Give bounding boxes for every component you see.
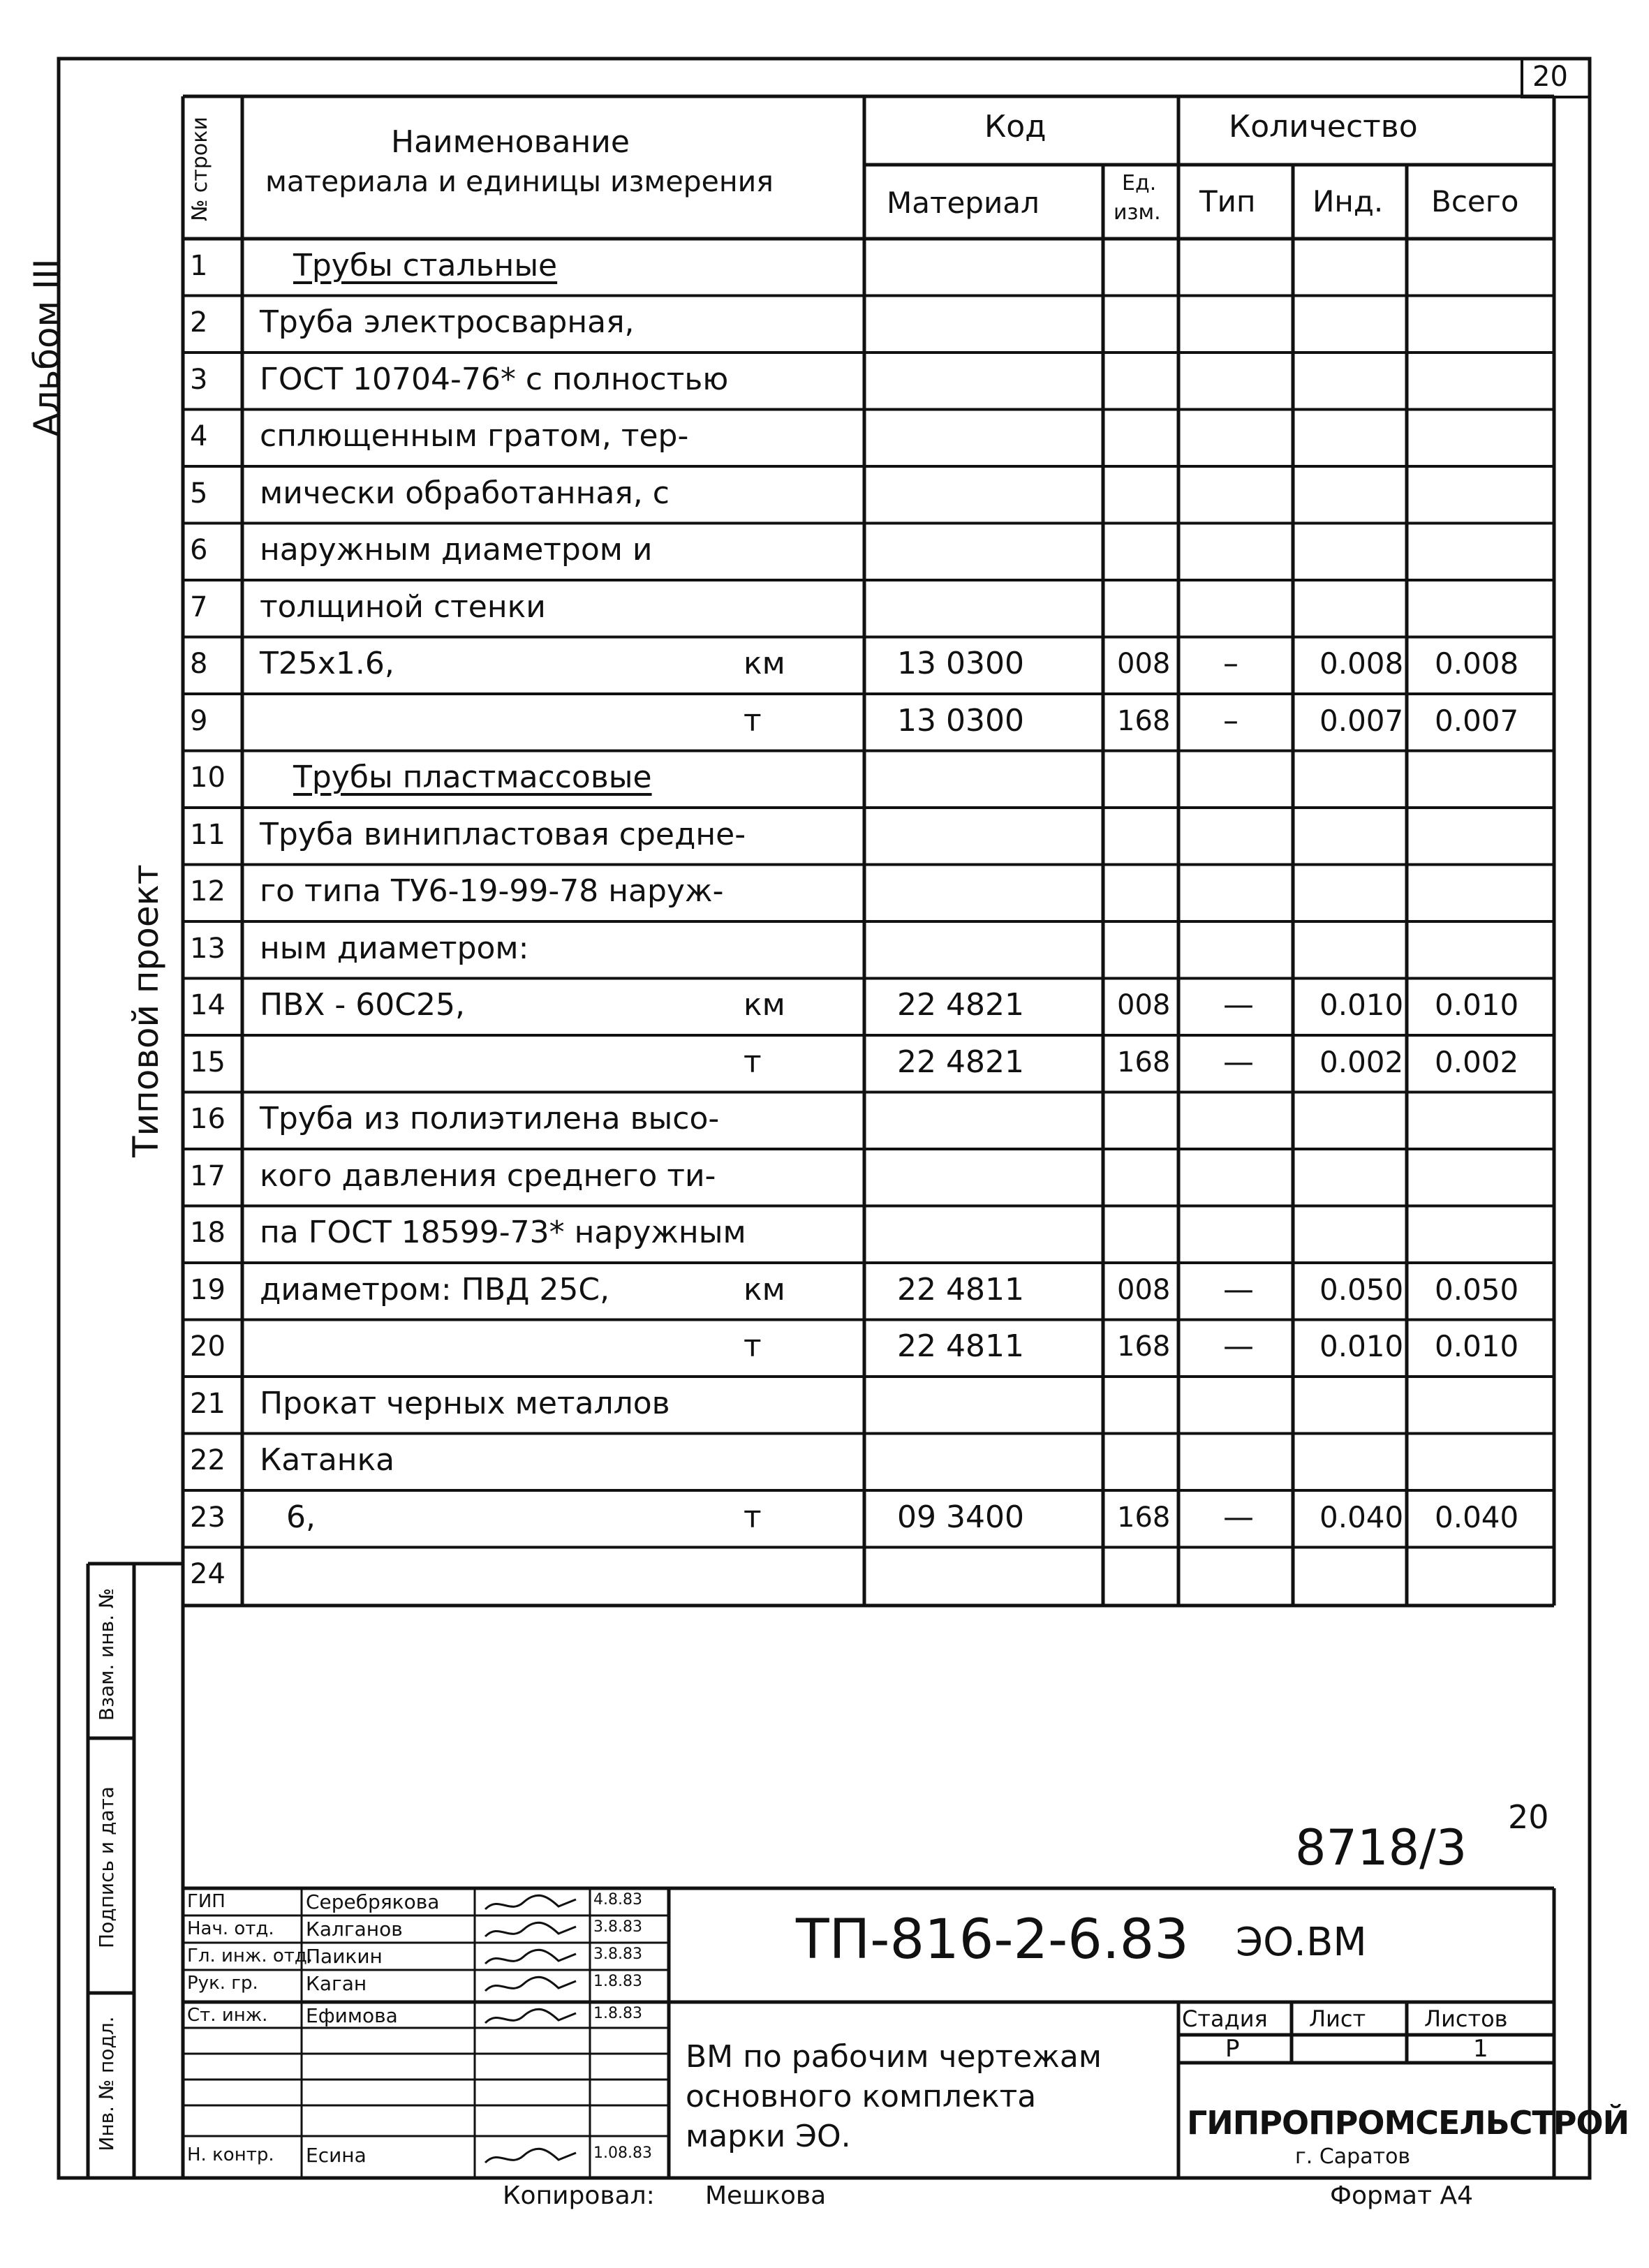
table-row [0, 239, 1649, 296]
row-total: 0.040 [1435, 1499, 1519, 1534]
row-name: Труба винипластовая средне- [260, 816, 746, 852]
signature-role: ГИП [187, 1891, 225, 1912]
row-name: па ГОСТ 18599-73* наружным [260, 1215, 746, 1251]
row-unit-code: 168 [1117, 704, 1171, 737]
row-type: – [1223, 702, 1238, 739]
row-name: Трубы пластмассовые [293, 759, 652, 796]
row-unit: т [744, 1044, 762, 1080]
handwritten-signature [482, 2147, 579, 2167]
sheet-number: 20 [1532, 61, 1568, 93]
table-row [0, 524, 1649, 581]
doc-mark: ЭО.ВМ [1236, 1920, 1367, 1965]
table-row [0, 921, 1649, 979]
handwritten-signature [482, 1921, 579, 1941]
stage-value: Р [1225, 2035, 1240, 2063]
signature-date: 1.08.83 [593, 2144, 652, 2162]
signature-role: Рук. гр. [187, 1973, 258, 1994]
table-row [0, 1206, 1649, 1263]
table-row [0, 1434, 1649, 1491]
row-unit-code: 008 [1117, 1273, 1171, 1306]
row-ind: 0.010 [1319, 1329, 1404, 1364]
row-name: Прокат черных металлов [260, 1385, 670, 1421]
row-unit: т [744, 1499, 762, 1535]
row-type: — [1223, 1044, 1254, 1080]
row-ind: 0.050 [1319, 1272, 1404, 1307]
row-name: ПВХ - 60С25, [260, 987, 465, 1023]
table-row [0, 1263, 1649, 1320]
row-name: Труба электросварная, [260, 304, 635, 341]
sheets-label: Листов [1424, 2006, 1508, 2032]
row-name: диаметром: ПВД 25С, [260, 1271, 610, 1307]
stage-label: Стадия [1182, 2006, 1268, 2032]
sheets-value: 1 [1473, 2035, 1488, 2063]
row-type: — [1223, 1499, 1254, 1535]
table-row [0, 466, 1649, 524]
row-unit: т [744, 1328, 762, 1365]
header-name: Наименование [391, 124, 630, 160]
signature-role: Нач. отд. [187, 1918, 274, 1939]
table-row [0, 637, 1649, 695]
row-type: — [1223, 987, 1254, 1023]
row-number: 8 [190, 648, 208, 681]
row-total: 0.002 [1435, 1044, 1519, 1079]
signature-date: 3.8.83 [593, 1945, 642, 1963]
row-name: ным диаметром: [260, 930, 529, 966]
signature-row [0, 2144, 670, 2168]
row-type: – [1223, 646, 1238, 682]
handwritten-signature [482, 2008, 579, 2027]
row-material-code: 22 4811 [897, 1328, 1024, 1365]
row-name: кого давления среднего ти- [260, 1157, 716, 1194]
row-unit: т [744, 702, 762, 739]
table-row [0, 1092, 1649, 1150]
row-number: 12 [190, 875, 225, 908]
row-name: Катанка [260, 1442, 395, 1478]
row-total: 0.010 [1435, 1329, 1519, 1364]
row-name: сплющенным гратом, тер- [260, 418, 689, 454]
row-unit-code: 008 [1117, 989, 1171, 1022]
row-name: Труба из полиэтилена высо- [260, 1101, 720, 1137]
row-unit-code: 008 [1117, 648, 1171, 681]
row-number: 23 [190, 1501, 225, 1534]
format-label: Формат А4 [1330, 2181, 1474, 2210]
row-number: 5 [190, 477, 208, 510]
signature-date: 1.8.83 [593, 2005, 642, 2022]
row-name: 6, [286, 1499, 316, 1535]
doc-code: ТП-816-2-6.83 [796, 1908, 1189, 1971]
header-unit: Ед. [1122, 171, 1157, 195]
table-row [0, 694, 1649, 751]
signature-row [0, 2056, 670, 2080]
signature-date: 1.8.83 [593, 1973, 642, 1990]
table-row [0, 1377, 1649, 1434]
table-row [0, 808, 1649, 865]
row-name: го типа ТУ6-19-99-78 наруж- [260, 873, 724, 910]
row-number: 13 [190, 932, 225, 965]
handwritten-signature [482, 2033, 579, 2053]
row-type: — [1223, 1328, 1254, 1365]
row-name: ГОСТ 10704-76* с полностью [260, 361, 729, 397]
row-material-code: 22 4811 [897, 1271, 1024, 1307]
sheet-label: Лист [1309, 2006, 1366, 2032]
row-unit-code: 168 [1117, 1046, 1171, 1079]
table-row [0, 296, 1649, 353]
row-number: 4 [190, 420, 208, 453]
row-number: 2 [190, 306, 208, 339]
row-number: 15 [190, 1046, 225, 1079]
signature-role: Гл. инж. отд. [187, 1945, 313, 1966]
signature-row [0, 2031, 670, 2054]
doc-title-line-1: ВМ по рабочим чертежам [686, 2039, 1102, 2075]
row-type: — [1223, 1271, 1254, 1307]
handwritten-signature [482, 1976, 579, 1995]
row-number: 3 [190, 363, 208, 396]
table-row [0, 1548, 1649, 1605]
row-material-code: 09 3400 [897, 1499, 1024, 1535]
table-row [0, 580, 1649, 637]
side-label-podpis-data: Подпись и дата [95, 1786, 118, 1948]
row-unit: км [744, 1271, 785, 1307]
row-number: 9 [190, 704, 208, 737]
row-name: мически обработанная, с [260, 475, 670, 511]
handwritten-signature [482, 1948, 579, 1968]
row-total: 0.008 [1435, 646, 1519, 681]
row-total: 0.007 [1435, 703, 1519, 738]
organization-city: г. Саратов [1295, 2144, 1411, 2169]
row-ind: 0.040 [1319, 1499, 1404, 1534]
row-ind: 0.007 [1319, 703, 1404, 738]
header-total: Всего [1431, 184, 1519, 218]
organization-name: ГИПРОПРОМСЕЛЬСТРОЙ [1187, 2104, 1629, 2142]
row-number: 24 [190, 1558, 225, 1591]
table-row [0, 1490, 1649, 1548]
side-label-album: Альбом III [27, 258, 67, 437]
table-row [0, 865, 1649, 922]
header-quantity: Количество [1229, 109, 1418, 144]
signature-name: Есина [306, 2144, 367, 2167]
signature-name: Каган [306, 1972, 367, 1995]
row-ind: 0.010 [1319, 988, 1404, 1023]
table-row [0, 1320, 1649, 1377]
row-number: 14 [190, 989, 225, 1022]
table-row [0, 1149, 1649, 1206]
header-row-no: № строки [188, 117, 212, 221]
table-row [0, 751, 1649, 808]
signature-role: Н. контр. [187, 2144, 274, 2165]
table-row [0, 410, 1649, 467]
row-number: 17 [190, 1159, 225, 1192]
header-material: Материал [887, 186, 1040, 220]
row-unit: км [744, 987, 785, 1023]
row-unit-code: 168 [1117, 1331, 1171, 1363]
row-ind: 0.008 [1319, 646, 1404, 681]
row-total: 0.010 [1435, 988, 1519, 1023]
row-material-code: 22 4821 [897, 1044, 1024, 1080]
signature-row [0, 1945, 670, 1969]
signature-row [0, 1891, 670, 1915]
row-unit: км [744, 646, 785, 682]
header-type: Тип [1199, 184, 1256, 218]
row-number: 11 [190, 818, 225, 851]
header-ind: Инд. [1312, 184, 1384, 218]
row-ind: 0.002 [1319, 1044, 1404, 1079]
side-label-vzam-inv: Взам. инв. № [95, 1587, 118, 1721]
side-label-inv-podl: Инв. № подл. [95, 2016, 118, 2151]
row-number: 19 [190, 1273, 225, 1306]
row-number: 1 [190, 249, 208, 282]
row-number: 18 [190, 1217, 225, 1250]
ref-number: 8718/3 [1295, 1819, 1467, 1876]
signature-date: 4.8.83 [593, 1891, 642, 1908]
signature-name: Серебрякова [306, 1890, 440, 1913]
row-name: толщиной стенки [260, 588, 546, 625]
row-number: 20 [190, 1331, 225, 1363]
signature-row [0, 1973, 670, 1996]
handwritten-signature [482, 1894, 579, 1913]
row-name: Т25х1.6, [260, 646, 394, 682]
side-label-project: Типовой проект [126, 864, 166, 1157]
header-name-sub: материала и единицы измерения [265, 165, 774, 198]
doc-title-line-3: марки ЭО. [686, 2119, 851, 2154]
row-number: 6 [190, 534, 208, 567]
copied-by-label: Копировал: [503, 2181, 655, 2210]
row-material-code: 22 4821 [897, 987, 1024, 1023]
row-number: 22 [190, 1444, 225, 1477]
row-number: 10 [190, 762, 225, 794]
signature-name: Паикин [306, 1945, 383, 1968]
signature-role: Ст. инж. [187, 2005, 268, 2026]
signature-date: 3.8.83 [593, 1918, 642, 1936]
ref-number-sup: 20 [1508, 1798, 1549, 1836]
doc-title-line-2: основного комплекта [686, 2079, 1037, 2114]
table-row [0, 1035, 1649, 1092]
row-material-code: 13 0300 [897, 702, 1024, 739]
row-name: наружным диаметром и [260, 532, 653, 568]
table-row [0, 979, 1649, 1036]
row-material-code: 13 0300 [897, 646, 1024, 682]
signature-row [0, 2005, 670, 2029]
signature-name: Ефимова [306, 2004, 398, 2027]
copied-by-name: Мешкова [705, 2181, 827, 2210]
row-unit-code: 168 [1117, 1501, 1171, 1534]
row-number: 7 [190, 591, 208, 623]
row-number: 21 [190, 1387, 225, 1420]
row-name: Трубы стальные [293, 247, 558, 283]
row-total: 0.050 [1435, 1272, 1519, 1307]
row-number: 16 [190, 1103, 225, 1136]
signature-row [0, 1918, 670, 1942]
signature-name: Калганов [306, 1918, 403, 1941]
header-unit-2: изм. [1114, 200, 1161, 225]
table-row [0, 353, 1649, 410]
handwritten-signature [482, 2059, 579, 2079]
header-code: Код [984, 109, 1047, 144]
